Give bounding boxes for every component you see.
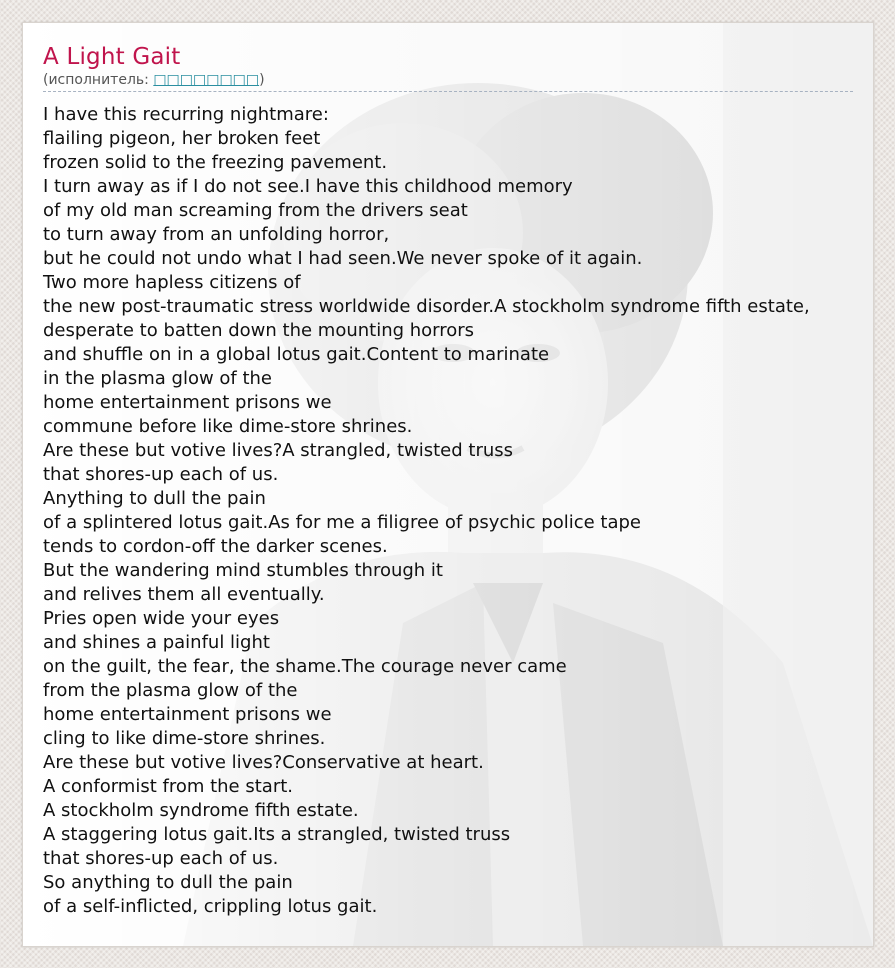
lyric-line: desperate to batten down the mounting horrors	[43, 320, 475, 341]
lyric-line: I turn away as if I do not see.I have this childhood memory	[43, 176, 573, 197]
lyric-line: home entertainment prisons we	[43, 704, 332, 725]
lyric-line: that shores-up each of us.	[43, 848, 279, 869]
lyric-line: But the wandering mind stumbles through it	[43, 560, 443, 581]
song-content	[43, 43, 873, 919]
lyric-line: Are these but votive lives?Conservative at heart.	[43, 752, 484, 773]
lyric-line: A conformist from the start.	[43, 776, 293, 797]
lyrics-text	[43, 103, 873, 919]
lyric-line: but he could not undo what I had seen.We never spoke of it again.	[43, 248, 643, 269]
lyric-line: I have this recurring nightmare:	[43, 104, 329, 125]
song-title: A Light Gait	[43, 44, 181, 70]
lyric-line: home entertainment prisons we	[43, 392, 332, 413]
lyric-line: A stockholm syndrome fifth estate.	[43, 800, 359, 821]
lyric-line: of a self-inflicted, crippling lotus gait.	[43, 896, 378, 917]
lyric-line: Two more hapless citizens of	[43, 272, 301, 293]
lyric-line: in the plasma glow of the	[43, 368, 273, 389]
lyric-line: A staggering lotus gait.Its a strangled, twisted truss	[43, 824, 511, 845]
lyric-line: So anything to dull the pain	[43, 872, 293, 893]
performer-prefix: (исполнитель:	[43, 72, 154, 88]
lyric-line: and shines a painful light	[43, 632, 270, 653]
lyric-line: the new post-traumatic stress worldwide disorder.A stockholm syndrome fifth estate,	[43, 296, 810, 317]
performer-line	[43, 71, 853, 92]
lyric-line: frozen solid to the freezing pavement.	[43, 152, 388, 173]
lyric-line: that shores-up each of us.	[43, 464, 279, 485]
lyric-line: from the plasma glow of the	[43, 680, 298, 701]
lyric-line: flailing pigeon, her broken feet	[43, 128, 321, 149]
lyric-line: cling to like dime-store shrines.	[43, 728, 326, 749]
lyric-line: Are these but votive lives?A strangled, twisted truss	[43, 440, 514, 461]
lyric-line: and shuffle on in a global lotus gait.Content to marinate	[43, 344, 550, 365]
lyric-line: Anything to dull the pain	[43, 488, 266, 509]
performer-link[interactable]: □□□□□□□□	[153, 72, 260, 88]
lyric-line: Pries open wide your eyes	[43, 608, 280, 629]
lyric-line: of a splintered lotus gait.As for me a filigree of psychic police tape	[43, 512, 641, 533]
lyric-line: to turn away from an unfolding horror,	[43, 224, 390, 245]
lyric-line: commune before like dime-store shrines.	[43, 416, 413, 437]
lyrics-card	[22, 22, 874, 947]
lyric-line: of my old man screaming from the drivers seat	[43, 200, 468, 221]
performer-suffix: )	[259, 72, 265, 88]
lyric-line: tends to cordon-off the darker scenes.	[43, 536, 388, 557]
lyric-line: on the guilt, the fear, the shame.The courage never came	[43, 656, 567, 677]
lyric-line: and relives them all eventually.	[43, 584, 325, 605]
